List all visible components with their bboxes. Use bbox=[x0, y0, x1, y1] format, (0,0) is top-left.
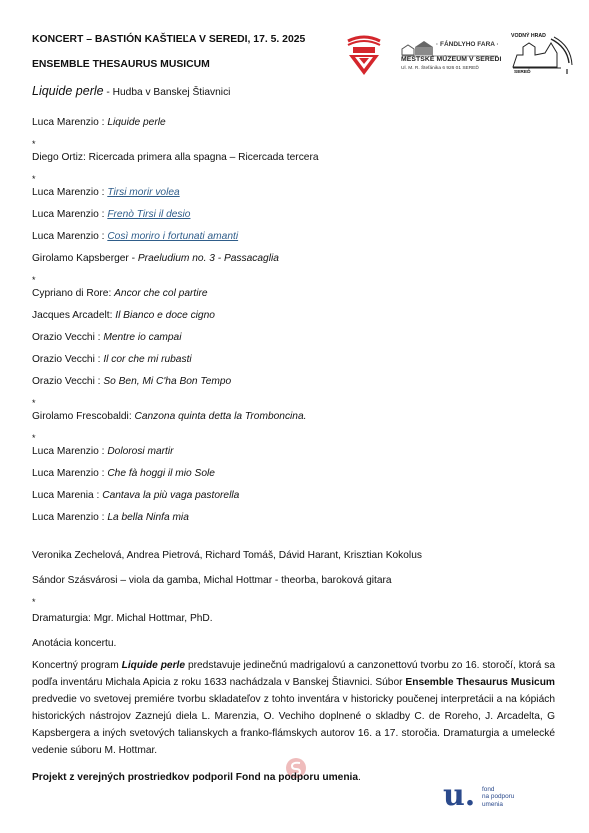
composer: Luca Marenzio : bbox=[32, 117, 108, 128]
hrad-label: VODNÝ HRAD bbox=[511, 33, 546, 39]
program-item bbox=[32, 327, 552, 349]
museum-name: MESTSKÉ MÚZEUM V SEREDI bbox=[401, 56, 502, 63]
work-title: So Ben, Mi C'ha Bon Tempo bbox=[103, 376, 232, 387]
work-title: Dolorosi martir bbox=[107, 446, 174, 457]
fandlyho-fara-logo bbox=[400, 37, 500, 77]
program-item bbox=[32, 305, 552, 327]
singers: Veronika Zechelová, Andrea Pietrová, Richard Tomáš, Dávid Harant, Krisztian Kokolus bbox=[32, 550, 422, 561]
program-subtitle bbox=[32, 84, 230, 98]
program-item bbox=[32, 406, 552, 428]
work-link[interactable]: Frenò Tirsi il desio bbox=[107, 209, 191, 220]
composer: Jacques Arcadelt: bbox=[32, 310, 116, 321]
instrumentalists: Sándor Szásvárosi – viola da gamba, Michal Hottmar - theorba, baroková gitara bbox=[32, 575, 392, 586]
dom-kultury-logo bbox=[345, 33, 383, 77]
funding-note bbox=[32, 772, 361, 783]
work-link[interactable]: Così moriro i fortunati amanti bbox=[107, 231, 239, 242]
work-title: La bella Ninfa mia bbox=[107, 512, 189, 523]
fara-name: · FÁNDLYHO FARA · bbox=[436, 41, 499, 48]
fond-na-podporu-umenia-logo bbox=[443, 778, 533, 814]
composer: Luca Marenzio : bbox=[32, 187, 108, 198]
program-item bbox=[32, 204, 552, 226]
program-item bbox=[32, 226, 552, 248]
annotation-ensemble-name: Ensemble Thesaurus Musicum bbox=[405, 677, 555, 688]
annotation-heading: Anotácia koncertu. bbox=[32, 638, 117, 649]
program-item bbox=[32, 349, 552, 371]
composer: Girolamo Kapsberger - bbox=[32, 253, 138, 264]
fond-line: umenia bbox=[482, 800, 503, 808]
composer: Orazio Vecchi : bbox=[32, 332, 104, 343]
annotation-text: Koncertný program bbox=[32, 660, 122, 671]
work-title: Il Bianco e doce cigno bbox=[115, 310, 215, 321]
work-link[interactable]: Tirsi morir volea bbox=[107, 187, 180, 198]
program-item bbox=[32, 112, 552, 134]
program-list bbox=[32, 112, 552, 529]
work-title: Ancor che col partire bbox=[114, 288, 208, 299]
funding-period: . bbox=[358, 772, 361, 783]
separator: * bbox=[32, 174, 36, 184]
annotation-paragraph bbox=[32, 657, 555, 759]
composer: Luca Marenzio : bbox=[32, 468, 108, 479]
work-title: Liquide perle bbox=[107, 117, 166, 128]
work-title: Cantava la più vaga pastorella bbox=[102, 490, 240, 501]
work-title: Che fà hoggi il mio Sole bbox=[107, 468, 215, 479]
program-item bbox=[32, 507, 552, 529]
program-item bbox=[32, 485, 552, 507]
fond-line: na podporu bbox=[482, 793, 515, 801]
subtitle-title: Liquide perle bbox=[32, 84, 104, 98]
program-item bbox=[32, 147, 552, 169]
annotation-text: predvedie vo svetovej premiére tvorbu skladateľov z tohto inventára v historicky poučenej interpretácii a na kópiách historických nástrojov Zaznejú diela L. Marenzia, O. Vechiho doplnené o skladby C. de Roreho, J. Arcadelta, G Kapsbergera a iných svetových talianskych a franko-flámskych autorov 16. a 17. storočia. Dramaturgia a umelecké vedenie súboru M. Hottmar. bbox=[32, 694, 555, 756]
dramaturgy: Dramaturgia: Mgr. Michal Hottmar, PhD. bbox=[32, 613, 213, 624]
ensemble-name: ENSEMBLE THESAURUS MUSICUM bbox=[32, 59, 210, 70]
annotation-text: predstavuje jedinečnú madrigalovú a canzonettovú tvorbu zo 16. storočí, ktorá sa podľa inventáru Michala Apicia z roku 1633 nachádzala v Banskej Štiavnici. Súbor bbox=[32, 660, 555, 688]
composer: Orazio Vecchi : bbox=[32, 354, 104, 365]
composer: Luca Marenzio : bbox=[32, 209, 108, 220]
separator: * bbox=[32, 139, 36, 149]
separator: * bbox=[32, 398, 36, 408]
separator: * bbox=[32, 433, 36, 443]
work-title: Il cor che mi rubasti bbox=[103, 354, 192, 365]
fond-line: fond bbox=[482, 786, 495, 793]
performers-section bbox=[32, 543, 562, 656]
composer: Luca Marenia : bbox=[32, 490, 103, 501]
work-title: Diego Ortiz: Ricercada primera alla spagna – Ricercada tercera bbox=[32, 152, 319, 163]
composer: Cypriano di Rore: bbox=[32, 288, 115, 299]
annotation-program-title: Liquide perle bbox=[121, 660, 186, 671]
fond-logo-mark: u. bbox=[443, 778, 476, 813]
composer: Luca Marenzio : bbox=[32, 231, 108, 242]
composer: Luca Marenzio : bbox=[32, 512, 108, 523]
program-item bbox=[32, 182, 552, 204]
program-item bbox=[32, 371, 552, 393]
separator: * bbox=[32, 275, 36, 285]
program-item bbox=[32, 463, 552, 485]
work-title: Praeludium no. 3 - Passacaglia bbox=[137, 253, 279, 264]
work-title: Canzona quinta detta la Tromboncina. bbox=[134, 411, 307, 422]
fond-logo-text bbox=[482, 786, 514, 808]
hrad-city: SEREĎ bbox=[514, 70, 531, 75]
program-item bbox=[32, 441, 552, 463]
separator: * bbox=[32, 597, 36, 607]
vodny-hrad-logo bbox=[511, 33, 573, 77]
museum-address: Ul. M. R. Štefánika 6 926 01 SEREĎ bbox=[401, 66, 479, 71]
composer: Girolamo Frescobaldi: bbox=[32, 411, 135, 422]
composer: Luca Marenzio : bbox=[32, 446, 108, 457]
concert-title: KONCERT – BASTIÓN KAŠTIEĽA V SEREDI, 17. 5. 2025 bbox=[32, 34, 306, 45]
program-item bbox=[32, 283, 552, 305]
composer: Orazio Vecchi : bbox=[32, 376, 104, 387]
subtitle-location: - Hudba v Banskej Štiavnici bbox=[103, 87, 231, 98]
work-title: Mentre io campai bbox=[103, 332, 182, 343]
program-item bbox=[32, 248, 552, 270]
funding-text: Projekt z verejných prostriedkov podporil Fond na podporu umenia bbox=[32, 772, 359, 783]
